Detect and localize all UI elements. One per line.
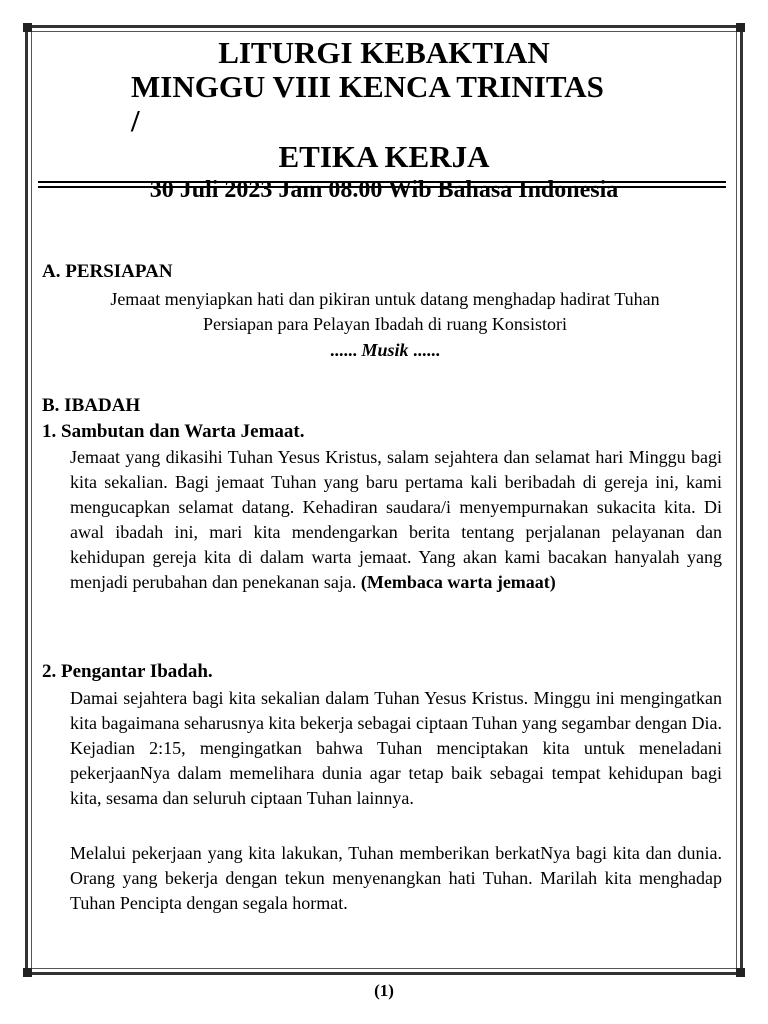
item-1-note: (Membaca warta jemaat): [360, 572, 556, 592]
music-dots: ......: [329, 340, 362, 360]
title-underline-2: [38, 186, 726, 188]
title-line-3: /: [131, 103, 140, 138]
preparation-line-2: Persiapan para Pelayan Ibadah di ruang Konsistori: [203, 314, 567, 334]
border-corner-ornament: [23, 23, 32, 32]
border-corner-ornament: [736, 23, 745, 32]
section-a-heading: A. PERSIAPAN: [42, 261, 173, 282]
page-number: (1): [374, 981, 394, 1000]
item-2-heading: 2. Pengantar Ibadah.: [42, 661, 213, 682]
music-dots: ......: [408, 340, 441, 360]
music-label: Musik: [361, 340, 409, 360]
title-underline: [38, 181, 726, 183]
title-line-1: LITURGI KEBAKTIAN: [218, 35, 550, 70]
preparation-line-1: Jemaat menyiapkan hati dan pikiran untuk datang menghadap hadirat Tuhan: [110, 289, 660, 309]
item-2-text-2: Melalui pekerjaan yang kita lakukan, Tuhan memberikan berkatNya bagi kita dan dunia. Orang yang bekerja dengan tekun menyenangkan hati Tuhan. Marilah kita menghadap Tuhan Pencipta dengan segala hormat.: [70, 843, 722, 913]
title-line-2: MINGGU VIII KENCA TRINITAS: [131, 69, 604, 104]
section-b-heading: B. IBADAH: [42, 395, 141, 416]
border-corner-ornament: [736, 968, 745, 977]
theme-title: ETIKA KERJA: [278, 139, 490, 174]
item-1-body: Jemaat yang dikasihi Tuhan Yesus Kristus, salam sejahtera dan selamat hari Minggu bagi kita sekalian. Bagi jemaat Tuhan yang baru pertama kali beribadah di gereja ini, kami mengucapkan selamat datang. Kehadiran saudara/i menyempurnakan sukacita kita. Di awal ibadah ini, mari kita mendengarkan berita tentang perjalanan pelayanan dan kehidupan gereja kita di dalam warta jemaat. Yang akan kami bacakan hanyalah yang menjadi perubahan dan penekanan saja.: [70, 447, 722, 592]
border-corner-ornament: [23, 968, 32, 977]
service-date: 30 Juli 2023 Jam 08.00 Wib Bahasa Indonesia: [149, 177, 619, 203]
item-1-text: [70, 445, 722, 595]
item-2-text-1: Damai sejahtera bagi kita sekalian dalam Tuhan Yesus Kristus. Minggu ini mengingatkan kita bagaimana seharusnya kita bekerja sebagai ciptaan Tuhan yang segambar dengan Dia. Kejadian 2:15, mengingatkan bahwa Tuhan menciptakan kita untuk meneladani pekerjaanNya dalam memelihara dunia agar tetap baik sebagai tempat kehidupan bagi kita, sesama dan seluruh ciptaan Tuhan lainnya.: [70, 688, 722, 808]
music-cue: [40, 338, 730, 362]
item-1-heading: 1. Sambutan dan Warta Jemaat.: [42, 421, 305, 442]
